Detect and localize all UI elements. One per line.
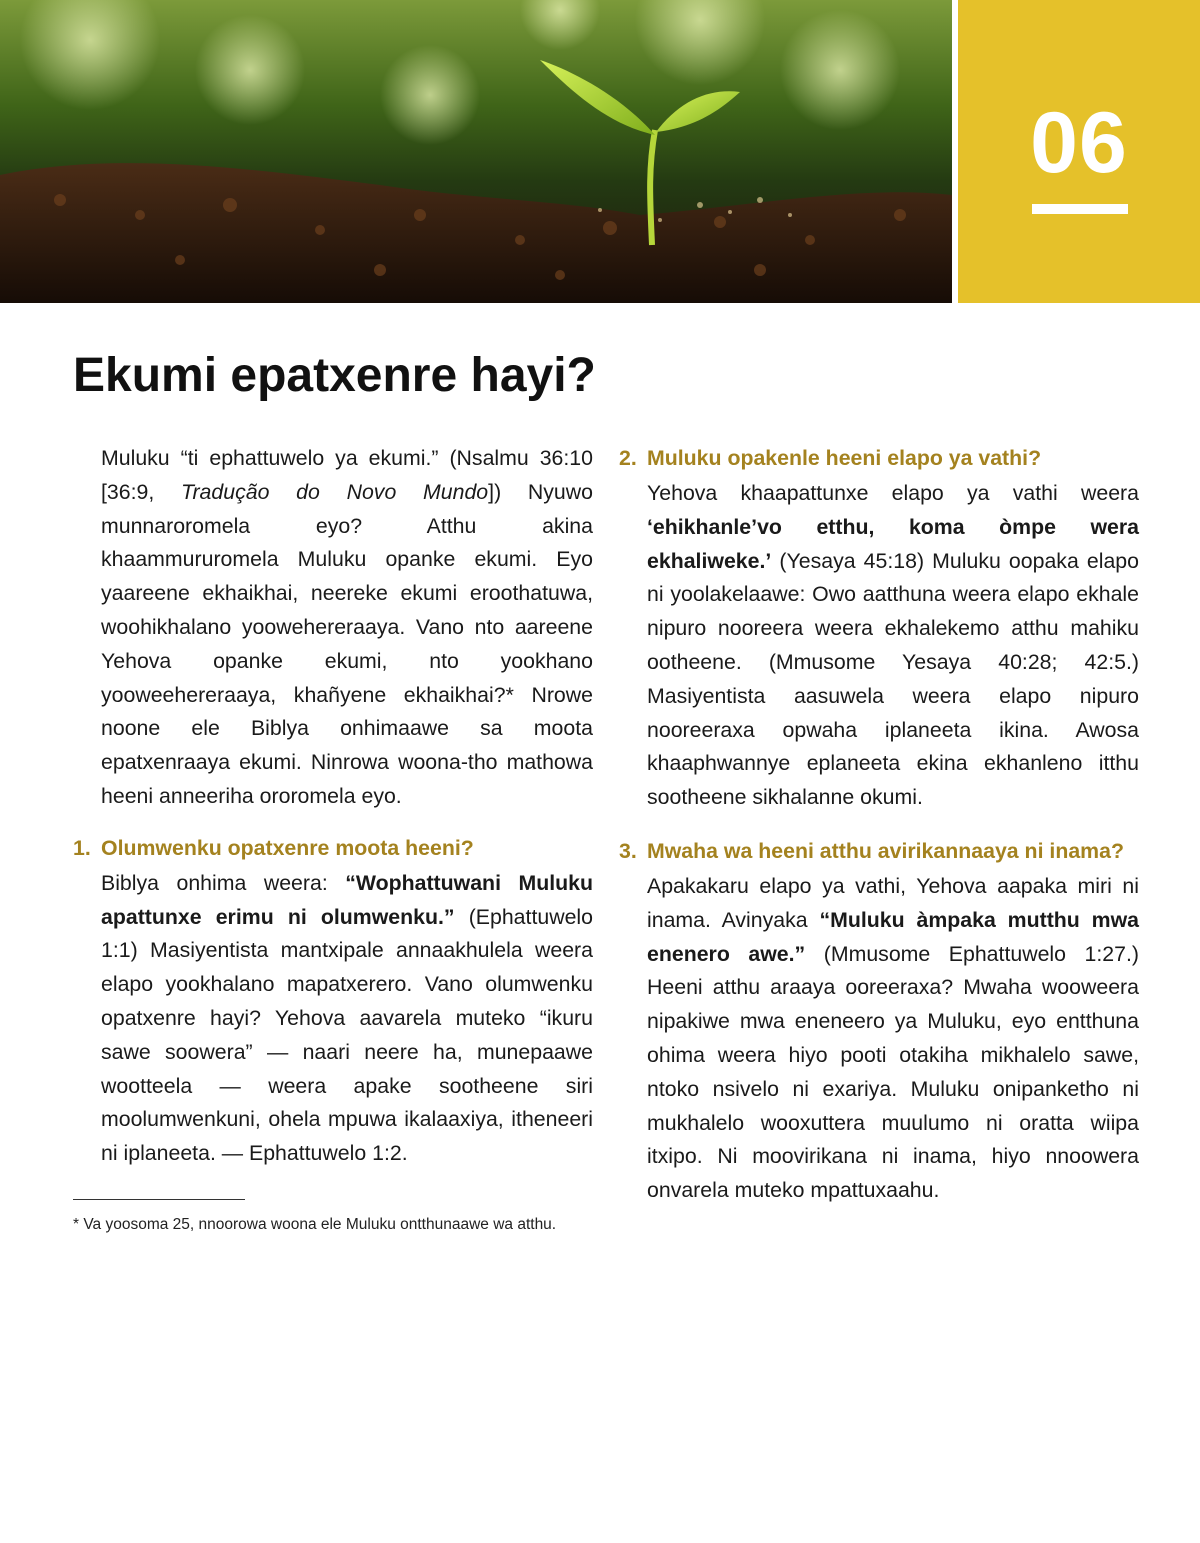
- answer-text-1: Biblya onhima weera:: [101, 870, 346, 895]
- intro-text-2: ]) Nyuwo munnaroromela eyo? Atthu akina khaammururomela Muluku opanke ekumi. Eyo yaareene ekhaikhai, neereke ekumi eroothatuwa, woohikhalano yoowehereraaya. Vano nto aareene Yehova opanke ekumi, nto yookhano yooweehereraaya, khañyene ekhaikhai?* Nrowe noone ele Biblya onhimaawe sa moota epatxenraaya ekumi. Ninrowa woona-tho mathowa heeni anneeriha ororomela eyo.: [101, 479, 593, 808]
- answer-paragraph-1: [73, 867, 593, 1171]
- answer-bold-quote: “Muluku àmpaka mutthu mwa enenero awe.”: [647, 907, 1139, 966]
- question-heading-2: [619, 442, 1139, 475]
- answer-text-1: Apakakaru elapo ya vathi, Yehova aapaka miri ni inama. Avinyaka: [647, 873, 1139, 932]
- left-column: [73, 442, 593, 1235]
- question-text: Olumwenku opatxenre moota heeni?: [101, 835, 474, 860]
- answer-text-2: (Yesaya 45:18) Muluku oopaka elapo ni yoolakelaawe: Owo aatthuna weera elapo ekhale nipuro nooreera weera ekhalekemo atthu mahiku ootheene. (Mmusome Yesaya 40:28; 42:5.) Masiyentista aasuwela weera elapo nipuro nooreeraxa opwaha iplaneeta ikina. Awosa khaaphwannye eplaneeta ekina ekhanleno itthu sootheene sikhalanne okumi.: [647, 548, 1139, 810]
- answer-paragraph-3: [619, 870, 1139, 1208]
- question-number: 2.: [619, 446, 637, 470]
- footnote: * Va yoosoma 25, nnoorowa woona ele Muluku ontthunaawe wa atthu.: [73, 1215, 557, 1233]
- question-heading-1: [73, 832, 593, 865]
- chapter-number: 06: [1030, 95, 1128, 191]
- answer-text-2: (Mmusome Ephattuwelo 1:27.) Heeni atthu araaya ooreeraxa? Mwaha wooweera nipakiwe mwa eneneero ya Muluku, eyo entthuna ohima weera hiyo pooti otakiha mikhalelo sawe, ntoko nsivelo ni exariya. Muluku onipanketho ni mukhalelo wooxuttera muulumo ni oratta wiipa itxipo. Ni moovirikana ni inama, hiyo nnoowera onvarela muteko mpattuxaahu.: [647, 941, 1140, 1203]
- answer-bold-quote: “Wophattuwani Muluku apattunxe erimu ni olumwenku.”: [101, 870, 593, 929]
- answer-paragraph-2: [619, 477, 1139, 815]
- question-number: 3.: [619, 838, 637, 863]
- answer-text-2: (Ephattuwelo 1:1) Masiyentista mantxipale annaakhulela weera elapo yookhalano mapatxerero. Vano olumwenku opatxenre hayi? Yehova aavarela muteko “ikuru sawe soowera” — naari neere ha, munepaawe wootteela — weera apake sootheene siri moolumwenkuni, ohela mpuwa ikalaaxiya, itheneeri ni iplaneeta. — Ephattuwelo 1:2.: [101, 904, 594, 1166]
- page-title: Ekumi epatxenre hayi?: [73, 349, 596, 402]
- answer-bold-quote: ‘ehikhanle’vo etthu, koma òmpe wera ekhaliweke.’: [647, 514, 1139, 573]
- right-column: [619, 442, 1139, 1208]
- chapter-badge: [958, 0, 1200, 303]
- answer-text-1: Yehova khaapattunxe elapo ya vathi weera: [647, 481, 1139, 505]
- chapter-underline: [1032, 204, 1128, 214]
- intro-paragraph: [73, 442, 593, 814]
- intro-italic-source: Tradução do Novo Mundo: [181, 479, 489, 504]
- question-heading-3: [619, 835, 1139, 868]
- question-text: Mwaha wa heeni atthu avirikannaaya ni inama?: [647, 838, 1124, 863]
- question-number: 1.: [73, 835, 91, 860]
- question-text: Muluku opakenle heeni elapo ya vathi?: [647, 446, 1042, 470]
- hero-photo: [0, 0, 952, 303]
- intro-text-1: Muluku “ti ephattuwelo ya ekumi.” (Nsalmu 36:10 [36:9,: [101, 446, 593, 504]
- seedling-in-soil-photo: [0, 0, 952, 303]
- footnote-divider: [73, 1199, 245, 1200]
